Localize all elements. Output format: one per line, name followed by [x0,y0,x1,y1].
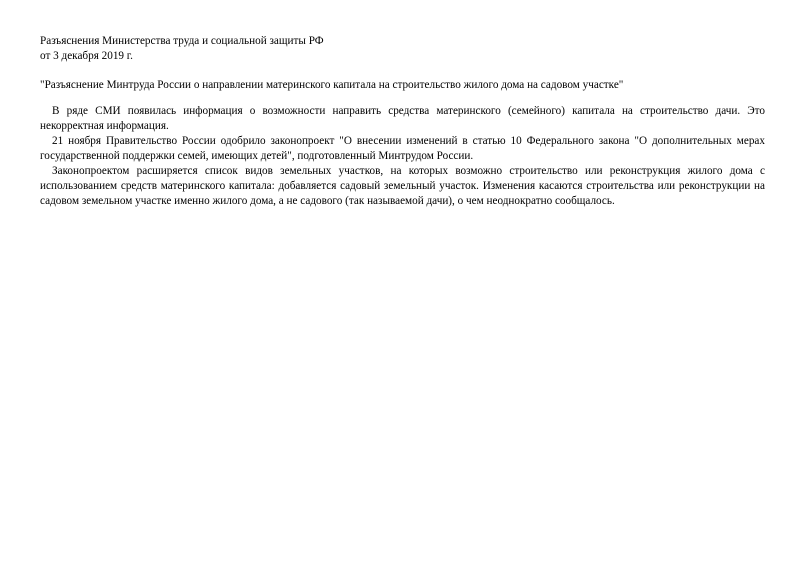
paragraph-3: Законопроектом расширяется список видов земельных участков, на которых возможно строительство или реконструкция жилого дома с использованием средств материнского капитала: добавляется садовый земельный участок. Изменения касаются строительства или реконструкции на садовом земельном участке именно жилого дома, а не садового (так называемой дачи), о чем неоднократно сообщалось. [40,165,765,207]
document-page [40,34,765,209]
paragraph-2: 21 ноября Правительство России одобрило законопроект "О внесении изменений в статью 10 Федерального закона "О дополнительных мерах государственной поддержки семей, имеющих детей", подготовленный Минтрудом России. [40,135,765,162]
document-date: от 3 декабря 2019 г. [40,50,133,62]
document-title: "Разъяснение Минтруда России о направлении материнского капитала на строительство жилого дома на садовом участке" [40,79,624,91]
paragraph-1: В ряде СМИ появилась информация о возможности направить средства материнского (семейного) капитала на строительство дачи. Это некорректная информация. [40,105,765,132]
document-issuer: Разъяснения Министерства труда и социальной защиты РФ [40,35,324,47]
